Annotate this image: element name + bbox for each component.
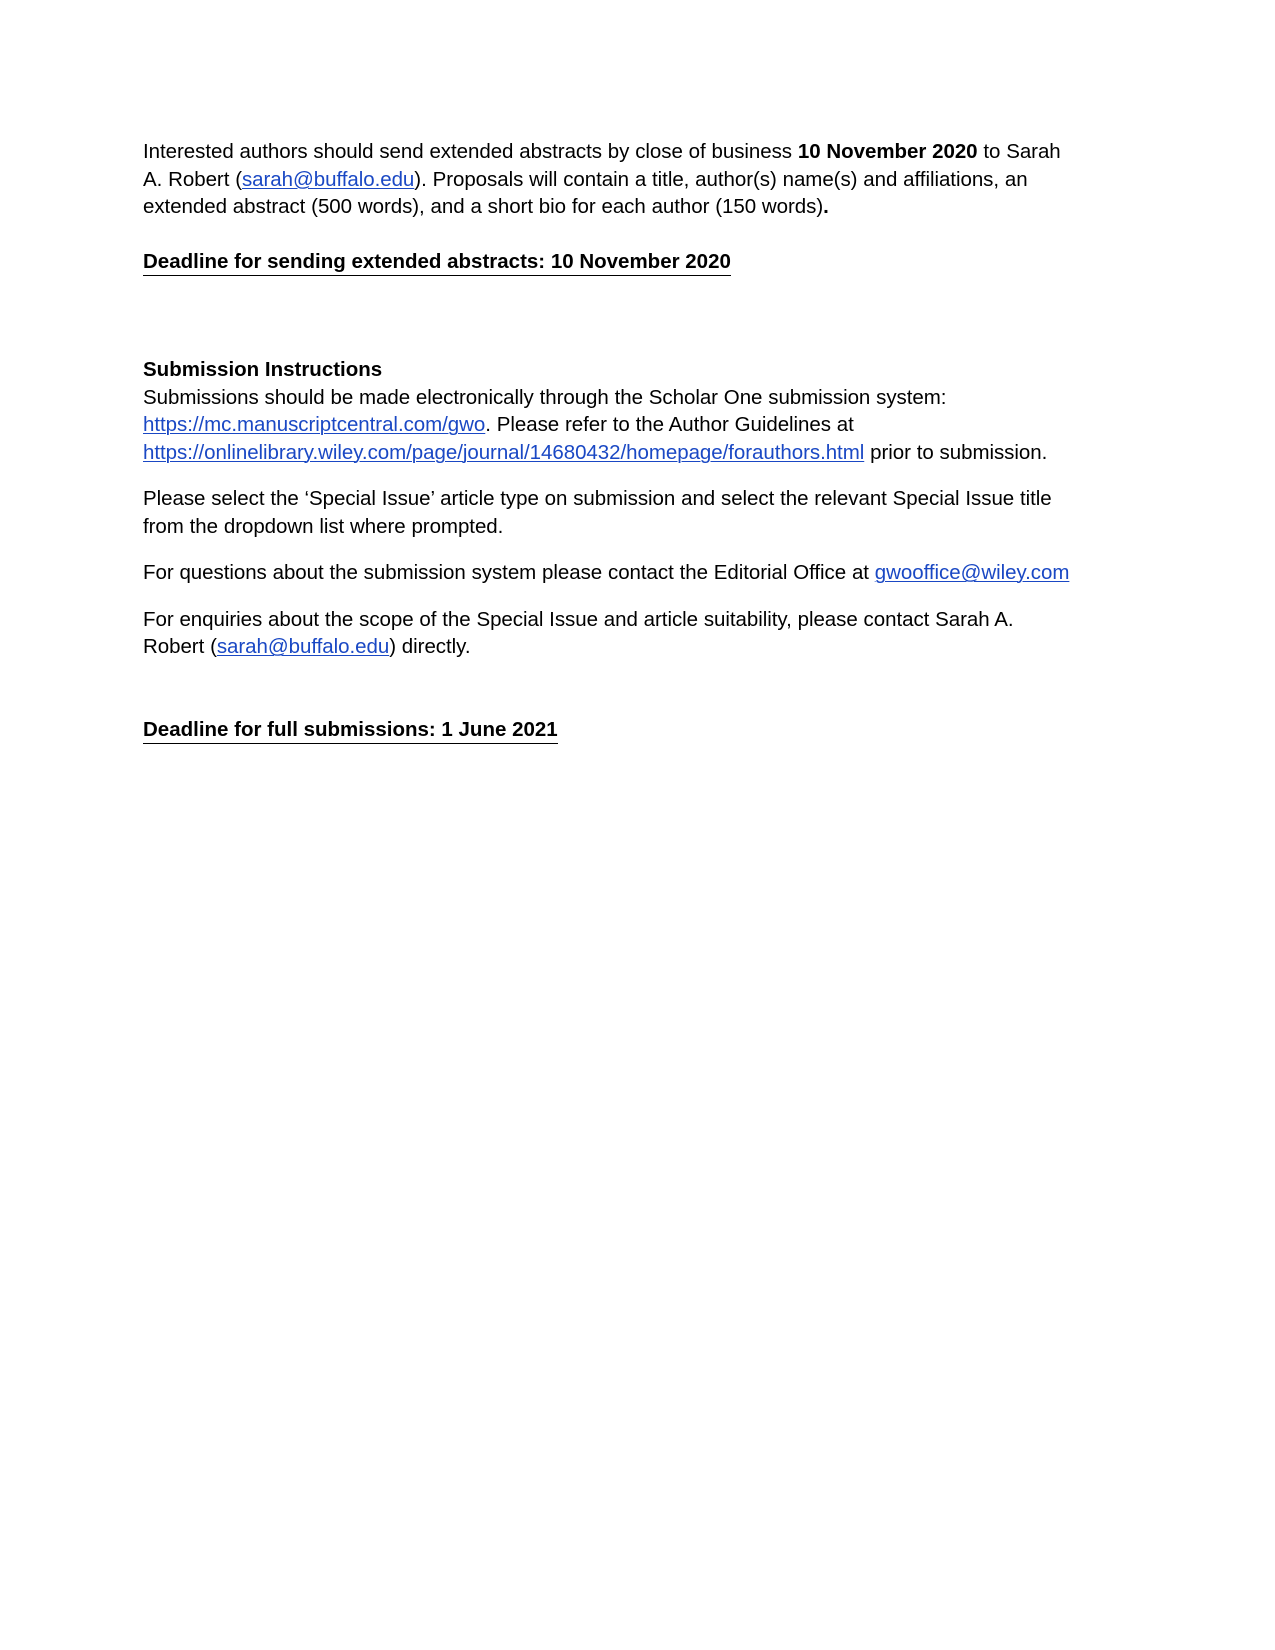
paragraph-1-period: . bbox=[823, 195, 829, 218]
spacer-before-submission-instructions bbox=[143, 276, 1073, 356]
abstract-deadline-date-bold: 10 November 2020 bbox=[797, 140, 978, 163]
spacer-after-paragraph-2 bbox=[143, 466, 1073, 485]
paragraph-1-text-part-1: Interested authors should send extended abstracts by close of business bbox=[143, 140, 798, 163]
deadline-abstracts-wrapper bbox=[143, 248, 1073, 277]
link-manuscriptcentral[interactable]: https://mc.manuscriptcentral.com/gwo bbox=[143, 413, 486, 436]
paragraph-2-text-part-1: Submissions should be made electronically through the Scholar One submission system: bbox=[143, 385, 947, 409]
email-link-sarah-buffalo[interactable]: sarah@buffalo.edu bbox=[241, 167, 415, 191]
submission-instructions-heading: Submission Instructions bbox=[143, 358, 383, 381]
deadline-full-wrapper bbox=[143, 716, 1073, 745]
deadline-abstracts-heading: Deadline for sending extended abstracts: 10 November 2020 bbox=[143, 248, 731, 277]
paragraph-5-text-part-2: ) directly. bbox=[389, 635, 471, 658]
paragraph-1-text-part-2: to Sarah A. Robert ( bbox=[143, 140, 1061, 191]
paragraph-scope-enquiries bbox=[143, 606, 1073, 661]
spacer-after-paragraph-3 bbox=[143, 540, 1073, 559]
deadline-full-submissions-heading: Deadline for full submissions: 1 June 2021 bbox=[143, 716, 558, 745]
paragraph-editorial-office bbox=[143, 559, 1073, 587]
paragraph-special-issue-type: Please select the ‘Special Issue’ article type on submission and select the relevant Special Issue title from the dropdown list where prompted. bbox=[143, 487, 1052, 538]
spacer-before-full-deadline bbox=[143, 661, 1073, 716]
spacer-after-paragraph-1 bbox=[143, 221, 1073, 248]
paragraph-2-text-part-3: prior to submission. bbox=[864, 440, 1048, 464]
paragraph-1-text-part-3: ). Proposals will contain a title, author(s) name(s) and affiliations, an extended abstract (500 words), and a short bio for each author (150 words) bbox=[143, 167, 1028, 218]
paragraph-submission-system bbox=[143, 384, 1073, 467]
link-author-guidelines[interactable]: https://onlinelibrary.wiley.com/page/journal/14680432/homepage/forauthors.html bbox=[143, 440, 865, 464]
paragraph-2-text-part-2: . Please refer to the Author Guidelines at bbox=[485, 413, 854, 436]
paragraph-5-text-part-1: For enquiries about the scope of the Special Issue and article suitability, please contact Sarah A. Robert ( bbox=[143, 607, 1014, 658]
email-link-gwooffice-wiley[interactable]: gwooffice@wiley.com bbox=[874, 561, 1070, 584]
document-body bbox=[143, 138, 1073, 744]
paragraph-4-text-part-1: For questions about the submission system please contact the Editorial Office at bbox=[143, 561, 875, 584]
spacer-after-paragraph-4 bbox=[143, 587, 1073, 606]
paragraph-submission-call bbox=[143, 138, 1073, 221]
email-link-sarah-buffalo-second[interactable]: sarah@buffalo.edu bbox=[216, 635, 390, 658]
